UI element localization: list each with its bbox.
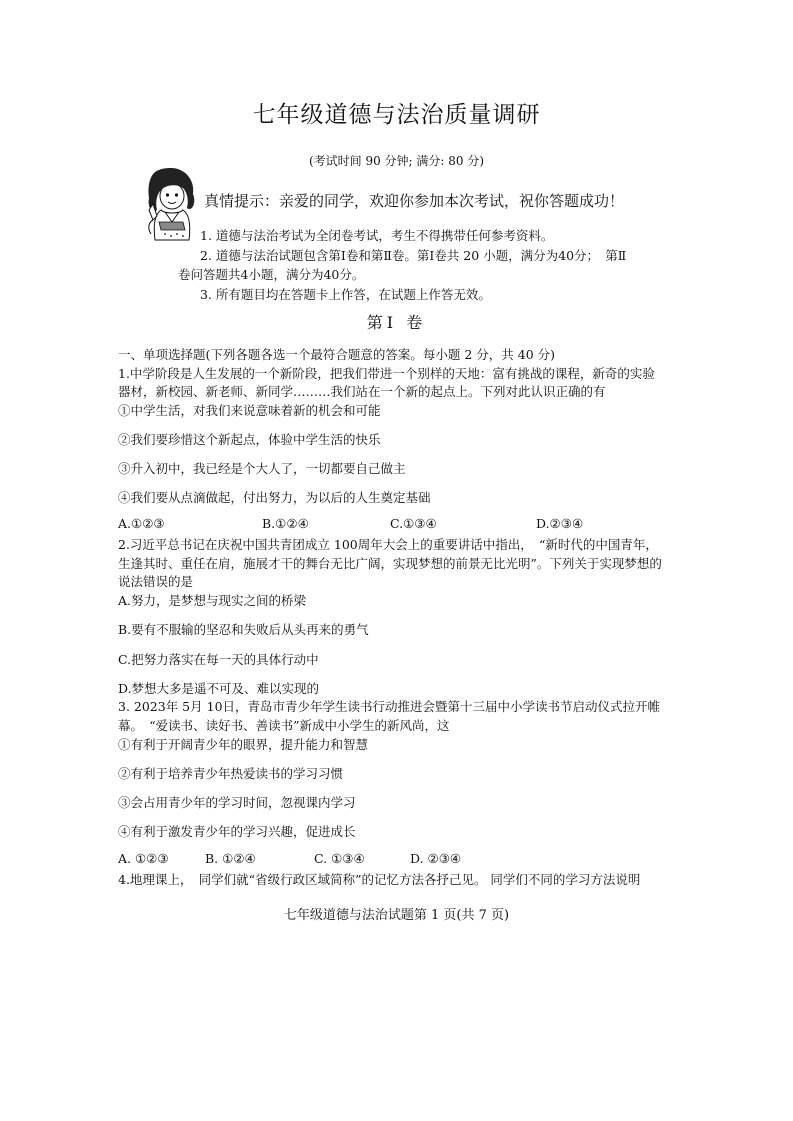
q2-option-c: C.把努力落实在每一天的具体行动中 [118, 652, 319, 667]
q2-option-a: A.努力，是梦想与现实之间的桥梁 [118, 593, 307, 608]
q3-choice-d: D. ②③④ [410, 851, 462, 866]
q3-choice-a: A. ①②③ [118, 851, 169, 866]
section-title: 第Ⅰ 卷 [366, 313, 427, 332]
q1-choice-d: D.②③④ [536, 516, 584, 531]
tip-text: 真情提示：亲爱的同学，欢迎你参加本次考试，祝你答题成功！ [204, 192, 625, 210]
q2-stem-line-2: 生逢其时、重任在肩，施展才干的舞台无比广阔，实现梦想的前景无比光明”。下列关于实现梦想的 [118, 556, 662, 571]
q1-stem-line-2: 器材，新校园、新老师、新同学………我们站在一个新的起点上。下列对此认识正确的有 [118, 384, 606, 399]
q2-option-b: B.要有不服输的坚忍和失败后从头再来的勇气 [118, 622, 369, 637]
q2-stem-line-1: 2.习近平总书记在庆祝中国共青团成立 100周年大会上的重要讲话中指出， “新时代的中国青年， [118, 537, 658, 552]
q3-item-2: ②有利于培养青少年热爱读书的学习习惯 [118, 766, 344, 781]
q1-stem-line-1: 1.中学阶段是人生发展的一个新阶段，把我们带进一个别样的天地：富有挑战的课程，新奇的实验 [118, 366, 655, 381]
q1-item-4: ④我们要从点滴做起，付出努力，为以后的人生奠定基础 [118, 490, 431, 505]
q3-item-4: ④有利于激发青少年的学习兴趣，促进成长 [118, 824, 356, 839]
exam-info: (考试时间 90 分钟; 满分: 80 分) [308, 154, 485, 168]
page-title: 七年级道德与法治质量调研 [252, 102, 541, 128]
note-1: 1. 道德与法治考试为全闭卷考试，考生不得携带任何参考资料。 [200, 228, 554, 243]
q3-item-1: ①有利于开阔青少年的眼界，提升能力和智慧 [118, 737, 369, 752]
q1-item-3: ③升入初中，我已经是个大人了，一切都要自己做主 [118, 461, 406, 476]
q1-item-2: ②我们要珍惜这个新起点，体验中学生活的快乐 [118, 432, 381, 447]
q4-stem-line-1: 4.地理课上， 同学们就“省级行政区域简称”的记忆方法各抒己见。 同学们不同的学习方法说明 [118, 872, 641, 887]
note-3: 3. 所有题目均在答题卡上作答，在试题上作答无效。 [200, 287, 491, 302]
q2-option-d: D.梦想大多是遥不可及、难以实现的 [118, 681, 320, 696]
q3-stem-line-1: 3. 2023年 5月 10日，青岛市青少年学生读书行动推进会暨第十三届中小学读书节启动仪式拉开帷 [118, 699, 661, 714]
q3-item-3: ③会占用青少年的学习时间，忽视课内学习 [118, 795, 356, 810]
q2-stem-line-3: 说法错误的是 [118, 574, 194, 589]
q3-stem-line-2: 幕。 “爱读书、读好书、善读书”新成中小学生的新风尚，这 [118, 718, 450, 733]
q1-item-1: ①中学生活，对我们来说意味着新的机会和可能 [118, 403, 381, 418]
part-heading: 一、单项选择题(下列各题各选一个最符合题意的答案。每小题 2 分，共 40 分) [118, 347, 556, 362]
note-2: 2. 道德与法治试题包含第Ⅰ卷和第Ⅱ卷。第Ⅰ卷共 20 小题，满分为40分； 第Ⅱ [200, 248, 627, 263]
q1-choice-a: A.①②③ [118, 516, 165, 531]
q1-choice-b: B.①②④ [262, 516, 309, 531]
teacher-illustration [143, 164, 201, 242]
q3-choice-b: B. ①②④ [205, 851, 256, 866]
q3-choice-c: C. ①③④ [314, 851, 365, 866]
page-footer: 七年级道德与法治试题第 1 页(共 7 页) [283, 908, 510, 923]
note-2-cont: 卷问答题共4小题，满分为40分。 [178, 267, 365, 282]
q1-choice-c: C.①③④ [390, 516, 437, 531]
